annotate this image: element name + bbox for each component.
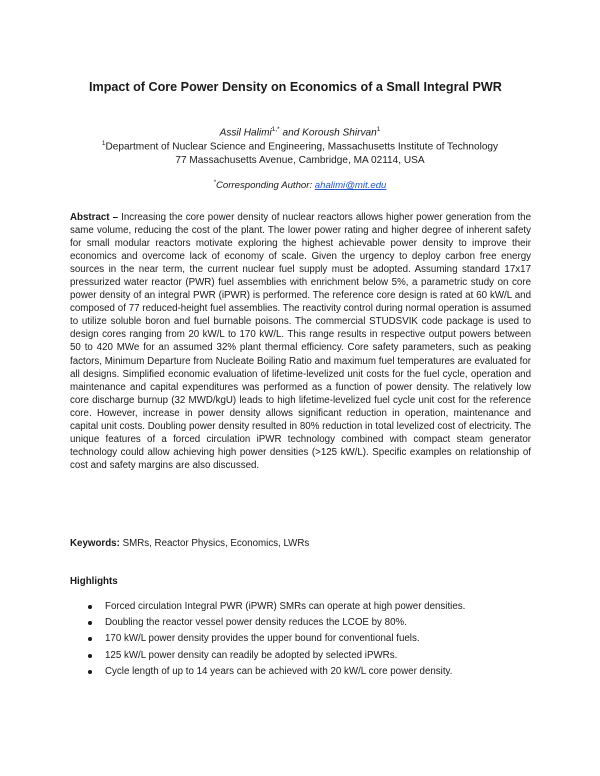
author-line xyxy=(0,126,600,138)
highlight-text: 170 kW/L power density provides the upper bound for conventional fuels. xyxy=(105,633,420,645)
affiliation-line-1 xyxy=(0,140,600,152)
highlight-item xyxy=(88,649,528,665)
corresponding-mark: * xyxy=(213,180,216,186)
author-affiliation-mark: 1,* xyxy=(271,126,280,133)
highlight-item xyxy=(88,665,528,681)
highlight-item xyxy=(88,632,528,648)
abstract-paragraph xyxy=(70,211,531,472)
affiliation-line-2: 77 Massachusetts Avenue, Cambridge, MA 02114, USA xyxy=(175,155,425,166)
highlight-text: 125 kW/L power density can readily be adopted by selected iPWRs. xyxy=(105,649,398,661)
keywords-label: Keywords: xyxy=(70,538,120,549)
highlight-text: Cycle length of up to 14 years can be achieved with 20 kW/L core power density. xyxy=(105,665,453,677)
highlight-text: Doubling the reactor vessel power density reduces the LCOE by 80%. xyxy=(105,617,407,629)
bullet-icon xyxy=(88,637,92,641)
highlights-list xyxy=(88,600,528,681)
affiliation-department: Department of Nuclear Science and Engineering, Massachusetts Institute of Technology xyxy=(105,141,499,153)
bullet-icon xyxy=(88,654,92,658)
bullet-icon xyxy=(88,670,92,674)
affiliation-mark: 1 xyxy=(101,140,106,147)
keywords-line xyxy=(70,537,531,550)
keywords-text: SMRs, Reactor Physics, Economics, LWRs xyxy=(119,538,310,549)
abstract-text: Increasing the core power density of nuclear reactors allows higher power generation from the same volume, reducing the cost of the plant. The lower power rating and higher degree of inherent safety for small modular reactors motivate exploring the highest achievable power density to improve their economics and overcome lack of economy of scale. Given the urgency to deploy carbon free energy sources in the near term, the current nuclear fuel supply must be adopted. Assuming standard 17x17 pressurized water reactor (PWR) fuel assemblies with enrichment below 5%, a parametric study on core power density of an integral PWR (iPWR) is performed. The reference core design is rated at 60 kW/L and composed of 77 reduced-height fuel assemblies. The reactivity control during normal operation is assumed to utilize soluble boron and fuel burnable poisons. The commercial STUDSVIK code package is used to design cores ranging from 20 kW/L to 170 kW/L. This range results in respective output powers between 50 to 420 MWe for an assumed 32% plant thermal efficiency. Core safety parameters, such as peaking factors, Minimum Departure from Nucleate Boiling Ratio and maximum fuel temperatures are evaluated for all designs. Simplified economic evaluation of lifetime-levelized unit costs for the fuel cycle, operation and maintenance and capital expenditures was performed as a function of power density. The relatively low core discharge burnup (32 MWD/kgU) leads to high lifetime-levelized fuel cycle unit cost for the reference core. However, increase in power density allows significant reduction in operation, maintenance and capital unit costs. Doubling power density resulted in 80% reduction in total levelized cost of electricity. The unique features of a forced circulation iPWR technology combined with compact steam generator technology could allow achieving high power densities (>125 kW/L). Specific examples on relationship of cost and safety margins are also discussed. xyxy=(70,212,532,471)
highlights-heading: Highlights xyxy=(70,576,118,587)
author-affiliation-mark: 1 xyxy=(376,126,381,133)
author-name-halimi: Assil Halimi xyxy=(219,127,272,139)
author-name-shirvan: and Koroush Shirvan xyxy=(279,127,377,139)
bullet-icon xyxy=(88,605,92,609)
corresponding-author xyxy=(0,180,600,191)
highlight-text: Forced circulation Integral PWR (iPWR) SMRs can operate at high power densities. xyxy=(105,601,466,612)
highlight-item xyxy=(88,600,528,616)
bullet-icon xyxy=(88,621,92,625)
abstract-label: Abstract – xyxy=(70,212,119,223)
corresponding-label: Corresponding Author: xyxy=(215,180,315,192)
highlight-item xyxy=(88,616,528,632)
paper-title: Impact of Core Power Density on Economics of a Small Integral PWR xyxy=(89,80,502,94)
corresponding-email-link[interactable]: ahalimi@mit.edu xyxy=(314,180,387,192)
